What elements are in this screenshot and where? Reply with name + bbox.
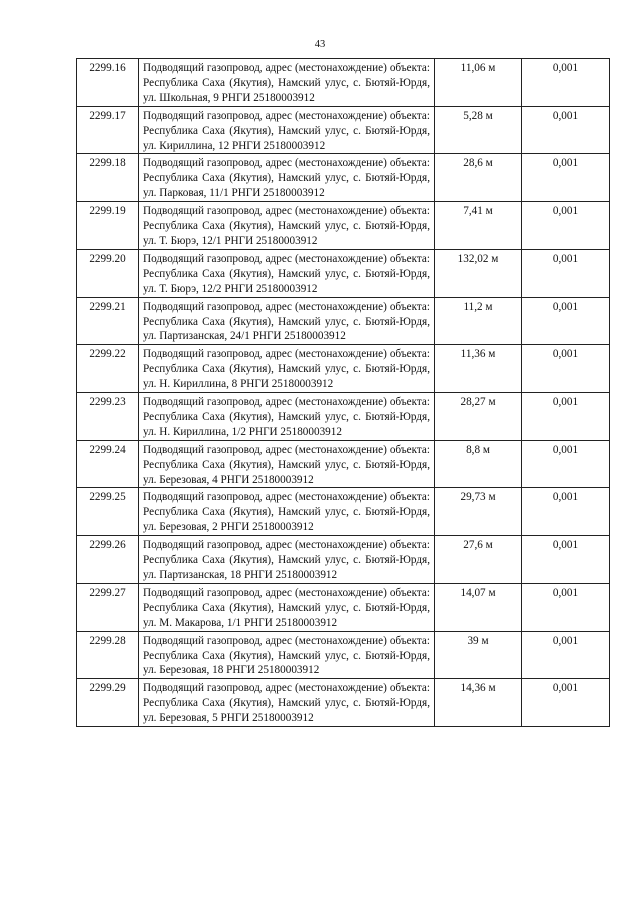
row-number-cell: 2299.18 (77, 154, 139, 202)
length-cell: 14,36 м (435, 679, 522, 727)
length-cell: 39 м (435, 631, 522, 679)
page-number: 43 (314, 39, 326, 50)
table-row (77, 154, 610, 202)
table-row (77, 345, 610, 393)
row-number-cell: 2299.19 (77, 202, 139, 250)
row-number-cell: 2299.29 (77, 679, 139, 727)
length-cell: 5,28 м (435, 106, 522, 154)
row-number-cell: 2299.21 (77, 297, 139, 345)
description-cell: Подводящий газопровод, адрес (местонахождение) объекта: Республика Саха (Якутия), Намский улус, с. Бютяй-Юрдя, ул. Парковая, 11/1 РНГИ 25180003912 (139, 154, 435, 202)
length-cell: 11,2 м (435, 297, 522, 345)
description-cell: Подводящий газопровод, адрес (местонахождение) объекта: Республика Саха (Якутия), Намский улус, с. Бютяй-Юрдя, ул. Кириллина, 12 РНГИ 25180003912 (139, 106, 435, 154)
property-table (76, 58, 610, 727)
table-row (77, 297, 610, 345)
length-cell: 11,36 м (435, 345, 522, 393)
value-cell: 0,001 (522, 583, 610, 631)
row-number-cell: 2299.26 (77, 536, 139, 584)
value-cell: 0,001 (522, 154, 610, 202)
table-row (77, 59, 610, 107)
description-cell: Подводящий газопровод, адрес (местонахождение) объекта: Республика Саха (Якутия), Намский улус, с. Бютяй-Юрдя, ул. Березовая, 4 РНГИ 25180003912 (139, 440, 435, 488)
description-cell: Подводящий газопровод, адрес (местонахождение) объекта: Республика Саха (Якутия), Намский улус, с. Бютяй-Юрдя, ул. Березовая, 18 РНГИ 25180003912 (139, 631, 435, 679)
table-row (77, 393, 610, 441)
table-body (77, 59, 610, 727)
table-row (77, 583, 610, 631)
table-row (77, 536, 610, 584)
row-number-cell: 2299.28 (77, 631, 139, 679)
length-cell: 27,6 м (435, 536, 522, 584)
description-cell: Подводящий газопровод, адрес (местонахождение) объекта: Республика Саха (Якутия), Намский улус, с. Бютяй-Юрдя, ул. Березовая, 5 РНГИ 25180003912 (139, 679, 435, 727)
value-cell: 0,001 (522, 440, 610, 488)
length-cell: 28,6 м (435, 154, 522, 202)
row-number-cell: 2299.27 (77, 583, 139, 631)
value-cell: 0,001 (522, 345, 610, 393)
value-cell: 0,001 (522, 679, 610, 727)
length-cell: 8,8 м (435, 440, 522, 488)
row-number-cell: 2299.22 (77, 345, 139, 393)
value-cell: 0,001 (522, 106, 610, 154)
value-cell: 0,001 (522, 249, 610, 297)
value-cell: 0,001 (522, 536, 610, 584)
length-cell: 132,02 м (435, 249, 522, 297)
row-number-cell: 2299.17 (77, 106, 139, 154)
table-row (77, 202, 610, 250)
value-cell: 0,001 (522, 59, 610, 107)
table-row (77, 631, 610, 679)
description-cell: Подводящий газопровод, адрес (местонахождение) объекта: Республика Саха (Якутия), Намский улус, с. Бютяй-Юрдя, ул. Партизанская, 24/1 РНГИ 25180003912 (139, 297, 435, 345)
description-cell: Подводящий газопровод, адрес (местонахождение) объекта: Республика Саха (Якутия), Намский улус, с. Бютяй-Юрдя, ул. Н. Кириллина, 8 РНГИ 25180003912 (139, 345, 435, 393)
value-cell: 0,001 (522, 631, 610, 679)
value-cell: 0,001 (522, 488, 610, 536)
row-number-cell: 2299.16 (77, 59, 139, 107)
row-number-cell: 2299.20 (77, 249, 139, 297)
description-cell: Подводящий газопровод, адрес (местонахождение) объекта: Республика Саха (Якутия), Намский улус, с. Бютяй-Юрдя, ул. Партизанская, 18 РНГИ 25180003912 (139, 536, 435, 584)
row-number-cell: 2299.24 (77, 440, 139, 488)
row-number-cell: 2299.23 (77, 393, 139, 441)
length-cell: 14,07 м (435, 583, 522, 631)
value-cell: 0,001 (522, 297, 610, 345)
description-cell: Подводящий газопровод, адрес (местонахождение) объекта: Республика Саха (Якутия), Намский улус, с. Бютяй-Юрдя, ул. Березовая, 2 РНГИ 25180003912 (139, 488, 435, 536)
description-cell: Подводящий газопровод, адрес (местонахождение) объекта: Республика Саха (Якутия), Намский улус, с. Бютяй-Юрдя, ул. Т. Бюрэ, 12/1 РНГИ 25180003912 (139, 202, 435, 250)
length-cell: 7,41 м (435, 202, 522, 250)
description-cell: Подводящий газопровод, адрес (местонахождение) объекта: Республика Саха (Якутия), Намский улус, с. Бютяй-Юрдя, ул. Школьная, 9 РНГИ 25180003912 (139, 59, 435, 107)
length-cell: 11,06 м (435, 59, 522, 107)
length-cell: 29,73 м (435, 488, 522, 536)
length-cell: 28,27 м (435, 393, 522, 441)
value-cell: 0,001 (522, 393, 610, 441)
table-row (77, 249, 610, 297)
table-row (77, 679, 610, 727)
table-row (77, 106, 610, 154)
table-row (77, 440, 610, 488)
table-row (77, 488, 610, 536)
description-cell: Подводящий газопровод, адрес (местонахождение) объекта: Республика Саха (Якутия), Намский улус, с. Бютяй-Юрдя, ул. Т. Бюрэ, 12/2 РНГИ 25180003912 (139, 249, 435, 297)
row-number-cell: 2299.25 (77, 488, 139, 536)
value-cell: 0,001 (522, 202, 610, 250)
description-cell: Подводящий газопровод, адрес (местонахождение) объекта: Республика Саха (Якутия), Намский улус, с. Бютяй-Юрдя, ул. М. Макарова, 1/1 РНГИ 25180003912 (139, 583, 435, 631)
description-cell: Подводящий газопровод, адрес (местонахождение) объекта: Республика Саха (Якутия), Намский улус, с. Бютяй-Юрдя, ул. Н. Кириллина, 1/2 РНГИ 25180003912 (139, 393, 435, 441)
